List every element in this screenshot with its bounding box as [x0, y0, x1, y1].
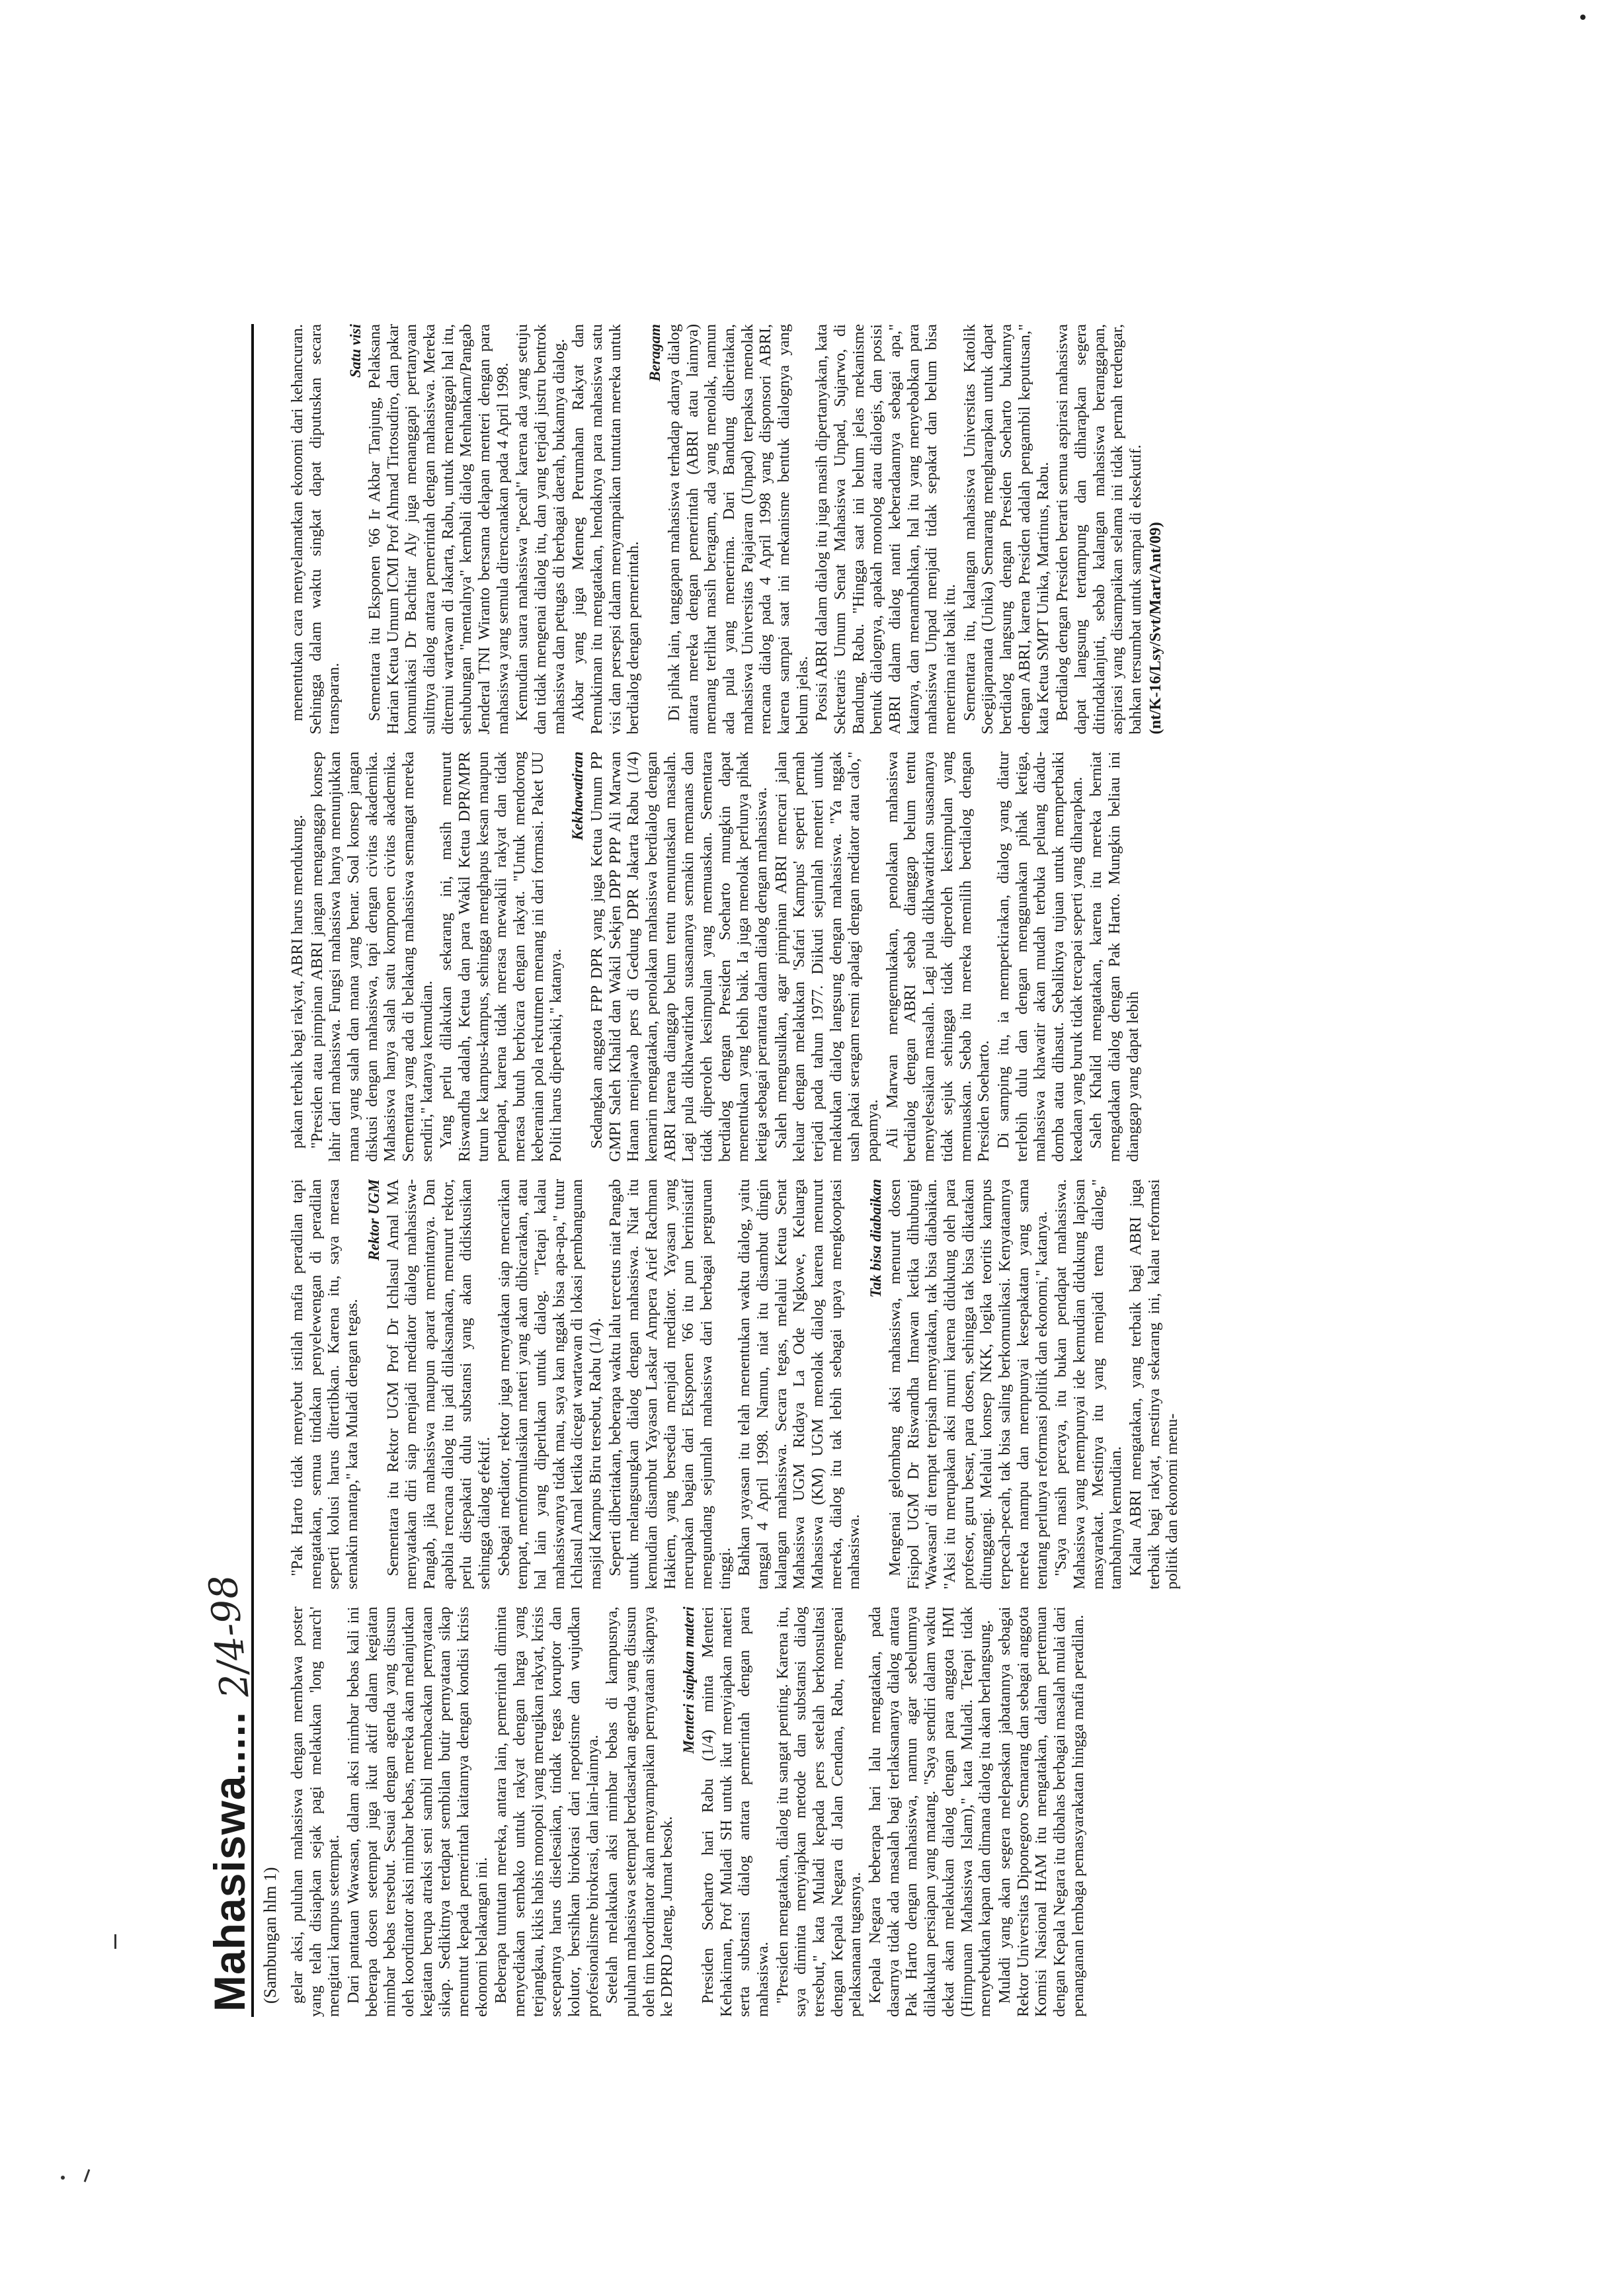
- section-subhead: Rektor UGM: [365, 1179, 382, 1261]
- article-paragraph: Di pihak lain, tanggapan mahasiswa terhadap adanya dialog antara mereka dengan pemerintah (ABRI atau lainnya) memang terlihat masih beragam, ada yang menolak, namun ada pula yang menerima. Dari Bandung diberitakan, mahasiswa Universitas Pajajaran (Unpad) terpaksa menolak rencana dialog pada 4 April 1998 yang disponsori ABRI, karena sampai saat ini mekanisme bentuk dialognya yang belum jelas.: [665, 324, 811, 735]
- scan-speck-left: [114, 1934, 116, 1949]
- headline-row: [172, 324, 258, 2017]
- scan-speck-bottom-left-2: [84, 2169, 91, 2182]
- article-column-1: [288, 1607, 1412, 2018]
- article-paragraph: Kepala Negara beberapa hari lalu mengatakan, pada dasarnya tidak ada masalah bagi terlaksananya dialog antara Pak Harto dengan mahasiswa, namun agar sebelumnya dilakukan persiapan yang matang. "Saya sendiri dalam waktu dekat akan melakukan dialog dengan para anggota HMI (Himpunan Mahasiswa Islam)," kata Muladi. Tetapi tidak menyebutkan kapan dan dimana dialog itu akan berlangsung.: [866, 1606, 994, 2017]
- handwritten-date: 2/4-98: [200, 1573, 258, 1700]
- article-paragraph: Akbar yang juga Menneg Perumahan Rakyat dan Pemukiman itu mengatakan, hendaknya para mahasiswa satu visi dan persepsi dalam menyampaikan tuntutan mereka untuk berdialog dengan pemerintah.: [569, 324, 643, 735]
- article-paragraph: Presiden Soeharto hari Rabu (1/4) minta Menteri Kehakiman, Prof Muladi SH untuk ikut menyiapkan materi serta substansi dialog antara pemerintah dengan para mahasiswa.: [699, 1606, 772, 2017]
- article-paragraph: Posisi ABRI dalam dialog itu juga masih dipertanyakan, kata Sekretaris Umum Senat Mahasiswa Unpad, Sujarwo, di Bandung, Rabu. "Hingga saat ini belum jelas mekanisme bentuk dialognya, apakah monolog atau dialogis, dan posisi ABRI dalam dialog nanti keberadaannya sebagai apa," katanya, dan menambahkan, hal itu yang menyebabkan para mahasiswa Unpad menjadi tidak sepakat dan belum bisa menerima niat baik itu.: [813, 324, 959, 735]
- article-paragraph: Saleh Khalid mengatakan, karena itu mereka berniat mengadakan dialog dengan Pak Harto. Mungkin beliau ini dianggap yang dapat lebih: [1087, 751, 1142, 1162]
- article-paragraph: Seperti diberitakan, beberapa waktu lalu tercetus niat Pangab untuk melangsungkan dialog dengan mahasiswa. Niat itu kemudian disambut Yayasan Laskar Ampera Arief Rachman Hakiem, yang bersedia menjadi mediator. Yayasan yang merupakan bagian dari Eksponen '66 itu pun berinisiatif mengundang sejumlah mahasiswa dari berbagai perguruan tinggi.: [606, 1179, 734, 1590]
- article-paragraph: Di samping itu, ia memperkirakan, dialog yang diatur terlebih dulu dan dengan menggunakan pihak ketiga, mahasiswa khawatir akan mudah terbuka peluang diadu-domba atau dihasut. Sebaliknya tujuan untuk memperbaiki keadaan yang buruk tidak tercapai seperti yang diharapkan.: [994, 751, 1086, 1162]
- section-subhead: Tak bisa diabaikan: [867, 1179, 885, 1298]
- article-paragraph: Berdialog dengan Presiden berarti semua aspirasi mahasiswa dapat langsung tertampung dan diharapkan segera ditindaklanjuti, sebab kalangan mahasiswa beranggapan, aspirasi yang disampaikan selama ini tidak pernah terdengar, bahkan tersumbat untuk sampai di eksekutif.: [1053, 324, 1145, 735]
- article-paragraph: menentukan cara menyelamatkan ekonomi dari kehancuran. Sehingga dalam waktu singkat dapat diputuskan secara transparan.: [288, 324, 343, 735]
- article-paragraph: Sementara itu Rektor UGM Prof Dr Ichlasul Amal MA menyatakan diri siap menjadi mediator dialog mahasiswa-Pangab, jika mahasiswa maupun aparat memintanya. Dan apabila rencana dialog itu jadi dilaksanakan, menurut rektor, perlu disepakati dulu substansi yang akan didiskusikan sehingga dialog efektif.: [383, 1179, 494, 1590]
- section-subhead: Satu visi: [347, 324, 364, 378]
- article-column-3: [288, 752, 1412, 1163]
- article-paragraph: Beberapa tuntutan mereka, antara lain, pemerintah diminta menyediakan sembako untuk rakyat dengan harga yang terjangkau, kikis habis monopoli yang merugikan rakyat, krisis secepatnya harus diselesaikan, tindak tegas koruptor dan kolutor, bersihkan birokrasi dari nepotisme dan wujudkan profesionalisme birokrasi, dan lain-lainnya.: [492, 1606, 602, 2017]
- continued-note: (Sambungan hlm 1): [261, 1867, 280, 2004]
- article-paragraph: Sebagai mediator, rektor juga menyatakan siap mencarikan tempat, memformulasikan materi yang akan dibicarakan, atau hal lain yang diperlukan untuk dialog. "Tetapi kalau mahasiswanya tidak mau, saya kan nggak bisa apa-apa," tutur Ichlasul Amal ketika dicegat wartawan di lokasi pembangunan masjid Kampus Biru tersebut, Rabu (1/4).: [495, 1179, 605, 1590]
- article-paragraph: "Presiden atau pimpinan ABRI jangan menganggap konsep lahir dari mahasiswa. Fungsi mahasiswa hanya menunjukkan mana yang salah dan mana yang benar. Soal konsep jangan diskusi dengan mahasiswa, tapi dengan civitas akademika. Mahasiswa hanya salah satu komponen civitas akademika. Sementara yang ada di belakang mahasiswa semangat mereka sendiri," katanya kemudian.: [307, 751, 436, 1162]
- article-headline: Mahasiswa.....: [205, 1711, 254, 2012]
- article-paragraph: Dari pantauan Wawasan, dalam aksi mimbar bebas kali ini beberapa dosen setempat juga ikut aktif dalam kegiatan mimbar bebas tersebut. Sesuai dengan agenda yang disusun oleh koordinator aksi mimbar bebas, mereka akan melanjutkan kegiatan berupa atraksi seni sambil membacakan pernyataan sikap. Sedikitnya terdapat sembilan butir pernyataan sikap menuntut kepada pemerintah kaitannya dengan kondisi krisis ekonomi belakangan ini.: [344, 1606, 491, 2017]
- article-column-4: [288, 324, 1412, 735]
- article-paragraph: "Presiden mengatakan, dialog itu sangat penting. Karena itu, saya diminta menyiapkan metode dan substansi dialog tersebut," kata Muladi kepada pers setelah berkonsultasi dengan Kepala Negara di Jalan Cendana, Rabu, mengenai pelaksanaan tugasnya.: [773, 1606, 865, 2017]
- article-paragraph: Saleh mengusulkan, agar pimpinan ABRI mencari jalan keluar dengan melakukan 'Safari Kampus' seperti pernah terjadi pada tahun 1977. Diikuti sejumlah menteri untuk melakukan dialog langsung dengan mahasiswa. "Ya nggak usah pakai seragam resmi apalagi dengan mediator atau calo," papamya.: [772, 751, 882, 1162]
- newspaper-clipping: [172, 324, 1428, 2017]
- article-columns: [288, 324, 1412, 2017]
- section-subhead: Menteri siapkan materi: [680, 1606, 698, 1754]
- article-paragraph: Sementara itu Eksponen '66 Ir Akbar Tanjung, Pelaksana Harian Ketua Umum ICMI Prof Ahmad Tirtosudiro, dan pakar komunikasi Dr Bachtiar Aly juga menanggapi pertanyaan sulitnya dialog antara pemerintah dengan mahasiswa. Mereka ditemui wartawan di Jakarta, Rabu, untuk menanggapi hal itu, sehubungan "mentalnya" kembali dialog Menhankam/Pangab Jenderal TNI Wiranto bersama delapan menteri dengan para mahasiswa yang semula direncanakan pada 4 April 1998.: [366, 324, 512, 735]
- article-paragraph: Yang perlu dilakukan sekarang ini, masih menurut Riswandha adalah, Ketua dan para Wakil Ketua DPR/MPR turun ke kampus-kampus, sehingga menghapus kesan maupun pendapat, karena tidak merasa mewakili rakyat dan tidak merasa butuh berbicara dengan rakyat. "Untuk mendorong keberanian pola rekrutmen menang ini dari formasi. Paket UU Politi harus diperbaiki," katanya.: [437, 751, 565, 1162]
- article-paragraph: gelar aksi, puluhan mahasiswa dengan membawa poster yang telah disiapkan sejak pagi melakukan 'long march' mengitari kampus setempat.: [288, 1606, 343, 2017]
- article-paragraph: Setelah melakukan aksi mimbar bebas di kampusnya, puluhan mahasiswa setempat berdasarkan agenda yang disusun oleh tim koordinator akan menyampaikan pernyataan sikapnya ke DPRD Jateng, Jumat besok.: [603, 1606, 676, 2017]
- article-paragraph: Kemudian suara mahasiswa "pecah" karena ada yang setuju dan tidak mengenai dialog itu, dan yang terjadi justru bentrok mahasiswa dan petugas di berbagai daerah, bukannya dialog.: [513, 324, 568, 735]
- article-paragraph: Sementara itu, kalangan mahasiswa Universitas Katolik Soegijapranata (Unika) Semarang mengharapkan untuk dapat berdialog langsung dengan Presiden Soeharto bukannya dengan ABRI, karena Presiden adalah pengambil keputusan," kata Ketua SMPT Unika, Martinus, Rabu.: [960, 324, 1052, 735]
- article-paragraph: "Saya masih percaya, itu bukan pendapat mahasiswa. Mahasiswa yang mempunyai ide kemudian didukung lapisan masyarakat. Mestinya itu yang menjadi tema dialog," tambahnya kemudian.: [1052, 1179, 1125, 1590]
- scan-speck-top-right: [1580, 15, 1586, 20]
- article-paragraph: Mengenai gelombang aksi mahasiswa, menurut dosen Fisipol UGM Dr Riswandha Imawan ketika dihubungi 'Wawasan' di tempat terpisah menyatakan, tak bisa diabaikan. "Aksi itu merupakan aksi murni karena didukung oleh para profesor, guru besar, para dosen, sehingga tak bisa dikatakan ditunggangi. Melalui konsep NKK, logika teoritis kampus terpecah-pecah, tak bisa saling berkomunikasi. Kenyataannya mereka mampu dan mempunyai kesepakatan yang sama tentang perlunya reformasi politik dan ekonomi," katanya.: [886, 1179, 1051, 1590]
- section-subhead: Kekhawatiran: [569, 751, 586, 840]
- article-paragraph: Muladi yang akan segera melepaskan jabatannya sebagai Rektor Universitas Diponegoro Semarang dan sebagai anggota Komisi Nasional HAM itu mengatakan, dalam pertemuan dengan Kepala Negara itu dibahas berbagai masalah mulai dari penanganan lembaga pemasyarakatan hingga mafia peradilan.: [995, 1606, 1087, 2017]
- article-paragraph: pakan terbaik bagi rakyat, ABRI harus mendukung.: [288, 815, 306, 1149]
- article-column-2: [288, 1179, 1412, 1590]
- section-subhead: Beragam: [647, 324, 664, 382]
- reporter-code: (nt/K-16/Lsy/Svt/Mart/Ant/09): [1146, 522, 1164, 735]
- article-paragraph: Bahkan yayasan itu telah menentukan waktu dialog, yaitu tanggal 4 April 1998. Namun, niat itu disambut dingin kalangan mahasiswa. Secara tegas, melalui Ketua Senat Mahasiswa UGM Ridaya La Ode Ngkowe, Keluarga Mahasiswa (KM) UGM menolak dialog karena menurut mereka, dialog itu tak lebih sebagai upaya mengkooptasi mahasiswa.: [735, 1179, 864, 1590]
- article-paragraph: Ali Marwan mengemukakan, penolakan mahasiswa berdialog dengan ABRI sebab dianggap belum tentu menyelesaikan masalah. Lagi pula dikhawatirkan suasananya tidak sejuk sehingga tidak diperoleh kesimpulan yang memuaskan. Sebab itu mereka memilih berdialog dengan Presiden Soeharto.: [883, 751, 993, 1162]
- article-paragraph: "Pak Harto tidak menyebut istilah mafia peradilan tapi mengatakan, semua tindakan penyelewengan di peradilan seperti kolusi harus ditertibkan. Karena itu, saya merasa semakin mantap," kata Muladi dengan tegas.: [288, 1179, 362, 1590]
- article-paragraph: Sedangkan anggota FPP DPR yang juga Ketua Umum PP GMPI Saleh Khalid dan Wakil Sekjen DPP PPP Ali Marwan Hanan menjawab pers di Gedung DPR Jakarta Rabu (1/4) kemarin mengatakan, penolakan mahasiswa berdialog dengan ABRI karena dianggap belum tentu menuntaskan masalah. Lagi pula dikhawatirkan suasananya semakin memanas dan tidak diperoleh kesimpulan yang memuaskan. Sementara berdialog dengan Presiden Soeharto mungkin dapat menentukan yang lebih baik. Ia juga menolak perlunya pihak ketiga sebagai perantara dalam dialog dengan mahasiswa.: [588, 751, 771, 1162]
- article-paragraph: Kalau ABRI mengatakan, yang terbaik bagi ABRI juga terbaik bagi rakyat, mestinya sekarang ini, kalau reformasi politik dan ekonomi menu-: [1126, 1179, 1182, 1590]
- scan-speck-bottom-left: [61, 2176, 65, 2180]
